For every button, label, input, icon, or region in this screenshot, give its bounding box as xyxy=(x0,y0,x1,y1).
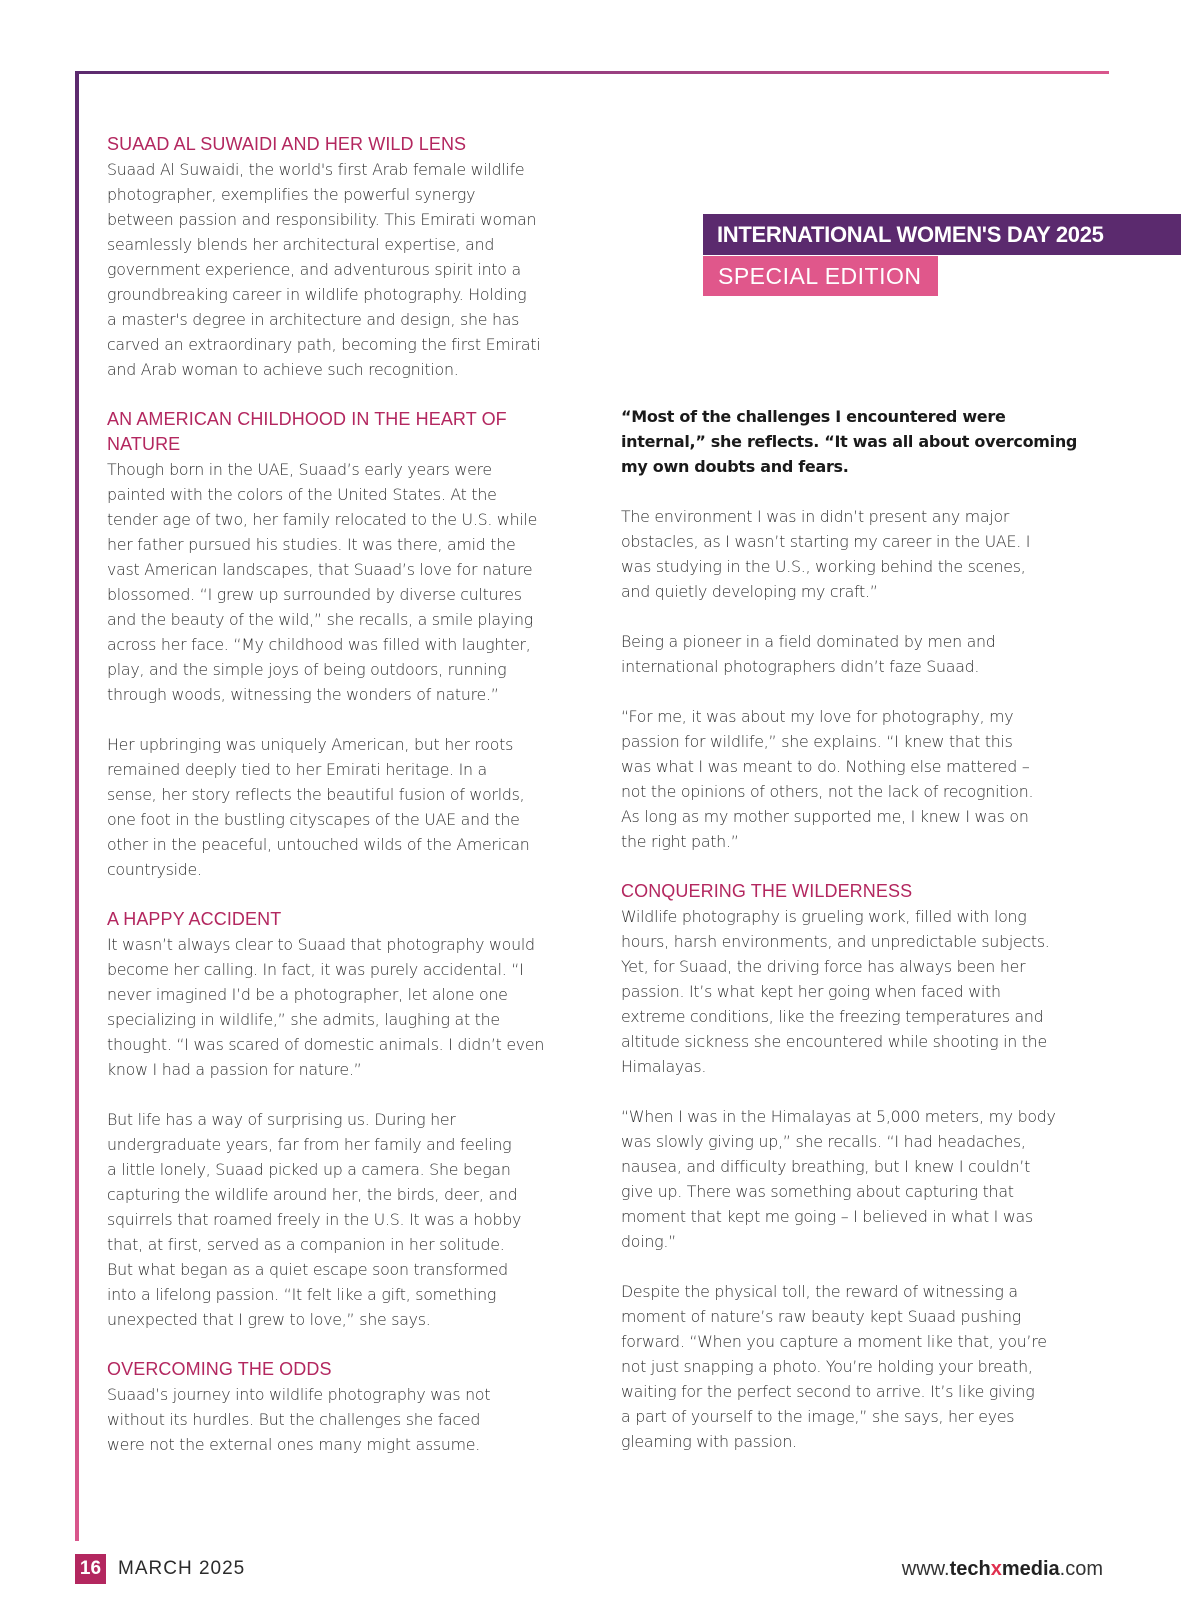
text-line: one foot in the bustling cityscapes of the UAE and the xyxy=(107,810,520,829)
section-heading-overcoming: OVERCOMING THE ODDS xyxy=(107,1359,332,1379)
text-line: But what began as a quiet escape soon transformed xyxy=(107,1260,508,1279)
section-heading-wild-lens: SUAAD AL SUWAIDI AND HER WILD LENS xyxy=(107,134,467,154)
text-line: countryside. xyxy=(107,860,202,879)
text-line: her father pursued his studies. It was there, amid the xyxy=(107,535,516,554)
right-column xyxy=(621,404,1111,1454)
paragraph-childhood-1 xyxy=(107,457,597,707)
edition-banner-title: INTERNATIONAL WOMEN'S DAY 2025 xyxy=(703,214,1181,255)
paragraph-accident-2 xyxy=(107,1107,597,1332)
text-line: play, and the simple joys of being outdoors, running xyxy=(107,660,507,679)
text-line: Despite the physical toll, the reward of witnessing a xyxy=(621,1282,1018,1301)
paragraph-love-photography xyxy=(621,704,1111,854)
website-brand-tech: tech xyxy=(949,1558,991,1580)
text-line: carved an extraordinary path, becoming the first Emirati xyxy=(107,335,541,354)
text-line: specializing in wildlife,” she admits, laughing at the xyxy=(107,1010,500,1029)
text-line: the right path.” xyxy=(621,832,739,851)
text-line: altitude sickness she encountered while shooting in the xyxy=(621,1032,1047,1051)
text-line: not the opinions of others, not the lack of recognition. xyxy=(621,782,1034,801)
text-line: know I had a passion for nature.” xyxy=(107,1060,362,1079)
text-line: through woods, witnessing the wonders of nature.” xyxy=(107,685,499,704)
text-line: into a lifelong passion. “It felt like a gift, something xyxy=(107,1285,497,1304)
text-line: that, at first, served as a companion in her solitude. xyxy=(107,1235,505,1254)
text-line: across her face. “My childhood was filled with laughter, xyxy=(107,635,531,654)
text-line: and Arab woman to achieve such recognition. xyxy=(107,360,459,379)
text-line: was slowly giving up,” she recalls. “I had headaches, xyxy=(621,1132,1026,1151)
text-line: was studying in the U.S., working behind the scenes, xyxy=(621,557,1026,576)
text-line: blossomed. “I grew up surrounded by diverse cultures xyxy=(107,585,522,604)
text-line: seamlessly blends her architectural expertise, and xyxy=(107,235,495,254)
text-line: “Most of the challenges I encountered were xyxy=(621,407,1006,426)
paragraph-overcoming xyxy=(107,1382,597,1457)
text-line: was what I was meant to do. Nothing else mattered – xyxy=(621,757,1030,776)
text-line: and the beauty of the wild,” she recalls, a smile playing xyxy=(107,610,534,629)
text-line: The environment I was in didn’t present any major xyxy=(621,507,1010,526)
text-line: give up. There was something about capturing that xyxy=(621,1182,1014,1201)
frame-left-rule xyxy=(75,71,79,1541)
text-line: passion. It’s what kept her going when faced with xyxy=(621,982,1001,1001)
text-line: waiting for the perfect second to arrive. It’s like giving xyxy=(621,1382,1035,1401)
text-line: hours, harsh environments, and unpredictable subjects. xyxy=(621,932,1050,951)
text-line: were not the external ones many might assume. xyxy=(107,1435,480,1454)
text-line: Suaad Al Suwaidi, the world's first Arab female wildlife xyxy=(107,160,525,179)
edition-banner-subtitle: SPECIAL EDITION xyxy=(703,256,938,296)
paragraph-pioneer xyxy=(621,629,1111,679)
paragraph-wilderness-3 xyxy=(621,1279,1111,1454)
text-line: It wasn’t always clear to Suaad that photography would xyxy=(107,935,535,954)
text-line: vast American landscapes, that Suaad’s love for nature xyxy=(107,560,533,579)
text-line: “When I was in the Himalayas at 5,000 meters, my body xyxy=(621,1107,1056,1126)
website-url[interactable] xyxy=(902,1554,1103,1584)
paragraph-intro xyxy=(107,157,597,382)
section-heading-childhood-line2: NATURE xyxy=(107,434,181,454)
text-line: groundbreaking career in wildlife photography. Holding xyxy=(107,285,527,304)
text-line: photographer, exemplifies the powerful synergy xyxy=(107,185,476,204)
text-line: Her upbringing was uniquely American, but her roots xyxy=(107,735,514,754)
page-number-badge: 16 xyxy=(75,1554,106,1584)
pull-quote xyxy=(621,404,1111,479)
section-heading-childhood xyxy=(107,407,597,457)
text-line: Himalayas. xyxy=(621,1057,707,1076)
text-line: my own doubts and fears. xyxy=(621,457,849,476)
text-line: unexpected that I grew to love,” she says. xyxy=(107,1310,431,1329)
text-line: nausea, and difficulty breathing, but I knew I couldn’t xyxy=(621,1157,1031,1176)
paragraph-childhood-2 xyxy=(107,732,597,882)
text-line: squirrels that roamed freely in the U.S. It was a hobby xyxy=(107,1210,522,1229)
paragraph-wilderness-2 xyxy=(621,1104,1111,1254)
text-line: internal,” she reflects. “It was all about overcoming xyxy=(621,432,1078,451)
text-line: international photographers didn’t faze Suaad. xyxy=(621,657,980,676)
text-line: But life has a way of surprising us. During her xyxy=(107,1110,456,1129)
website-suffix: .com xyxy=(1059,1558,1103,1580)
text-line: doing.” xyxy=(621,1232,677,1251)
text-line: undergraduate years, far from her family and feeling xyxy=(107,1135,512,1154)
text-line: Yet, for Suaad, the driving force has always been her xyxy=(621,957,1026,976)
text-line: painted with the colors of the United States. At the xyxy=(107,485,497,504)
section-heading-childhood-line1: AN AMERICAN CHILDHOOD IN THE HEART OF xyxy=(107,409,507,429)
website-brand-media: media xyxy=(1001,1558,1060,1580)
text-line: a master's degree in architecture and design, she has xyxy=(107,310,520,329)
text-line: never imagined I’d be a photographer, let alone one xyxy=(107,985,508,1004)
text-line: government experience, and adventurous spirit into a xyxy=(107,260,521,279)
section-heading-happy-accident: A HAPPY ACCIDENT xyxy=(107,909,282,929)
text-line: tender age of two, her family relocated to the U.S. while xyxy=(107,510,538,529)
text-line: a part of yourself to the image,” she says, her eyes xyxy=(621,1407,1015,1426)
issue-date: MARCH 2025 xyxy=(118,1558,246,1579)
text-line: gleaming with passion. xyxy=(621,1432,797,1451)
text-line: As long as my mother supported me, I knew I was on xyxy=(621,807,1029,826)
text-line: capturing the wildlife around her, the birds, deer, and xyxy=(107,1185,518,1204)
text-line: Though born in the UAE, Suaad’s early years were xyxy=(107,460,492,479)
text-line: thought. “I was scared of domestic animals. I didn’t even xyxy=(107,1035,545,1054)
text-line: other in the peaceful, untouched wilds of the American xyxy=(107,835,530,854)
paragraph-environment xyxy=(621,504,1111,604)
text-line: sense, her story reflects the beautiful fusion of worlds, xyxy=(107,785,525,804)
paragraph-accident-1 xyxy=(107,932,597,1082)
text-line: extreme conditions, like the freezing temperatures and xyxy=(621,1007,1044,1026)
text-line: become her calling. In fact, it was purely accidental. “I xyxy=(107,960,524,979)
website-brand-x: x xyxy=(990,1558,1002,1580)
text-line: Suaad’s journey into wildlife photography was not xyxy=(107,1385,491,1404)
text-line: Being a pioneer in a field dominated by men and xyxy=(621,632,996,651)
text-line: not just snapping a photo. You’re holding your breath, xyxy=(621,1357,1033,1376)
text-line: forward. “When you capture a moment like that, you’re xyxy=(621,1332,1047,1351)
text-line: moment of nature’s raw beauty kept Suaad pushing xyxy=(621,1307,1021,1326)
section-heading-wilderness: CONQUERING THE WILDERNESS xyxy=(621,881,913,901)
website-prefix: www. xyxy=(901,1558,950,1580)
text-line: between passion and responsibility. This Emirati woman xyxy=(107,210,537,229)
paragraph-wilderness-1 xyxy=(621,904,1111,1079)
text-line: Wildlife photography is grueling work, filled with long xyxy=(621,907,1027,926)
text-line: passion for wildlife,” she explains. “I knew that this xyxy=(621,732,1013,751)
left-column xyxy=(107,132,597,1457)
text-line: without its hurdles. But the challenges she faced xyxy=(107,1410,481,1429)
text-line: and quietly developing my craft.” xyxy=(621,582,878,601)
text-line: remained deeply tied to her Emirati heritage. In a xyxy=(107,760,487,779)
text-line: “For me, it was about my love for photography, my xyxy=(621,707,1014,726)
text-line: moment that kept me going – I believed in what I was xyxy=(621,1207,1033,1226)
frame-top-rule xyxy=(75,71,1109,74)
text-line: a little lonely, Suaad picked up a camera. She began xyxy=(107,1160,511,1179)
text-line: obstacles, as I wasn’t starting my career in the UAE. I xyxy=(621,532,1031,551)
